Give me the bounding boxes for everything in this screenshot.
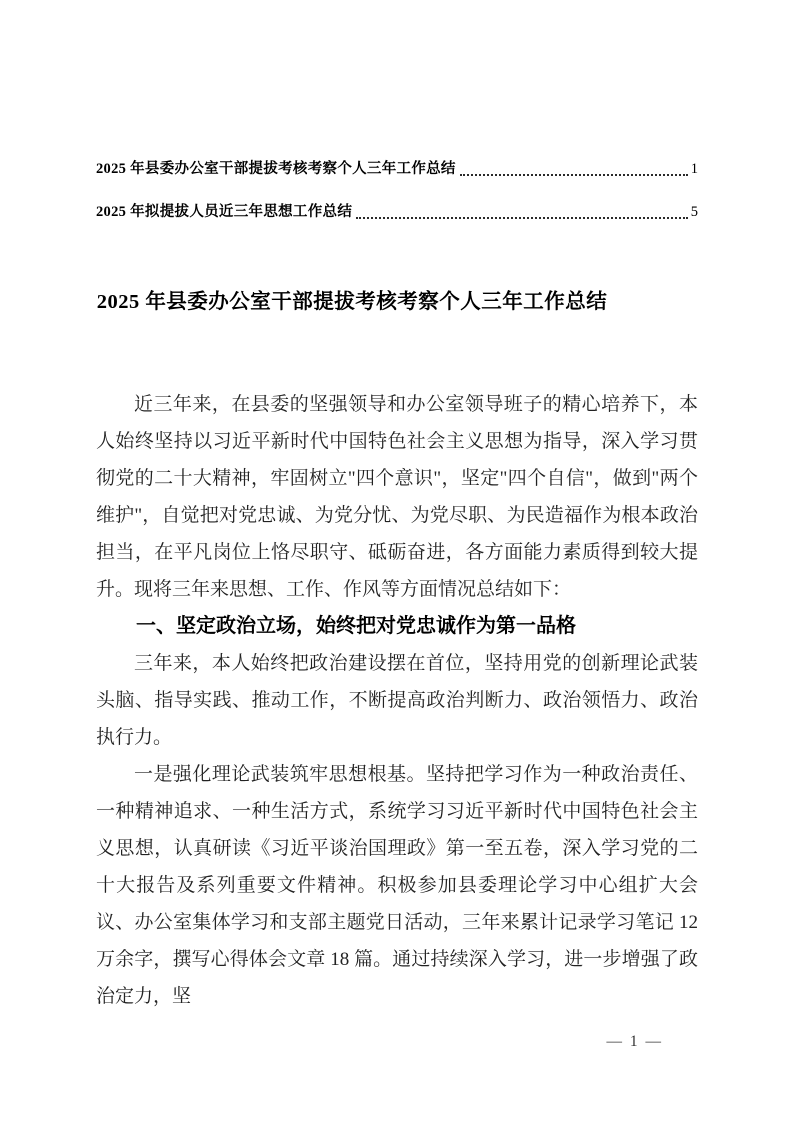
toc-entry-label: 2025 年拟提拔人员近三年思想工作总结 [96,204,353,220]
toc-dot-leader [356,217,688,219]
toc-entry-2[interactable] [96,203,698,222]
table-of-contents [96,160,698,246]
paragraph-section1: 三年来，本人始终把政治建设摆在首位，坚持用党的创新理论武装头脑、指导实践、推动工作，不断提高政治判断力、政治领悟力、政治执行力。 [96,653,698,748]
page-number: — 1 — [606,1033,663,1050]
paragraph-intro: 近三年来，在县委的坚强领导和办公室领导班子的精心培养下，本人始终坚持以习近平新时代中国特色社会主义思想为指导，深入学习贯彻党的二十大精神，牢固树立"四个意识"，坚定"四个自信"，做到"两个维护"，自觉把对党忠诚、为党分忧、为党尽职、为民造福作为根本政治担当，在平凡岗位上恪尽职守、砥砺奋进，各方面能力素质得到较大提升。现将三年来思想、工作、作风等方面情况总结如下： [96,394,698,600]
toc-page-number: 1 [690,161,698,177]
document-body [96,386,698,1015]
toc-entry-label: 2025 年县委办公室干部提拔考核考察个人三年工作总结 [96,161,456,177]
section-heading-1: 一、坚定政治立场，始终把对党忠诚作为第一品格 [136,615,576,637]
paragraph-point1: 一是强化理论武装筑牢思想根基。坚持把学习作为一种政治责任、一种精神追求、一种生活方式，系统学习习近平新时代中国特色社会主义思想，认真研读《习近平谈治国理政》第一至五卷，深入学习党的二十大报告及系列重要文件精神。积极参加县委理论学习中心组扩大会议、办公室集体学习和支部主题党日活动，三年来累计记录学习笔记 12 万余字，撰写心得体会文章 18 篇。通过持续深入学习，进一步增强了政治定力，坚 [96,764,698,1007]
document-title: 2025 年县委办公室干部提拔考核考察个人三年工作总结 [96,291,608,313]
toc-entry-1[interactable] [96,160,698,179]
toc-page-number: 5 [690,204,698,220]
toc-dot-leader [460,174,688,176]
